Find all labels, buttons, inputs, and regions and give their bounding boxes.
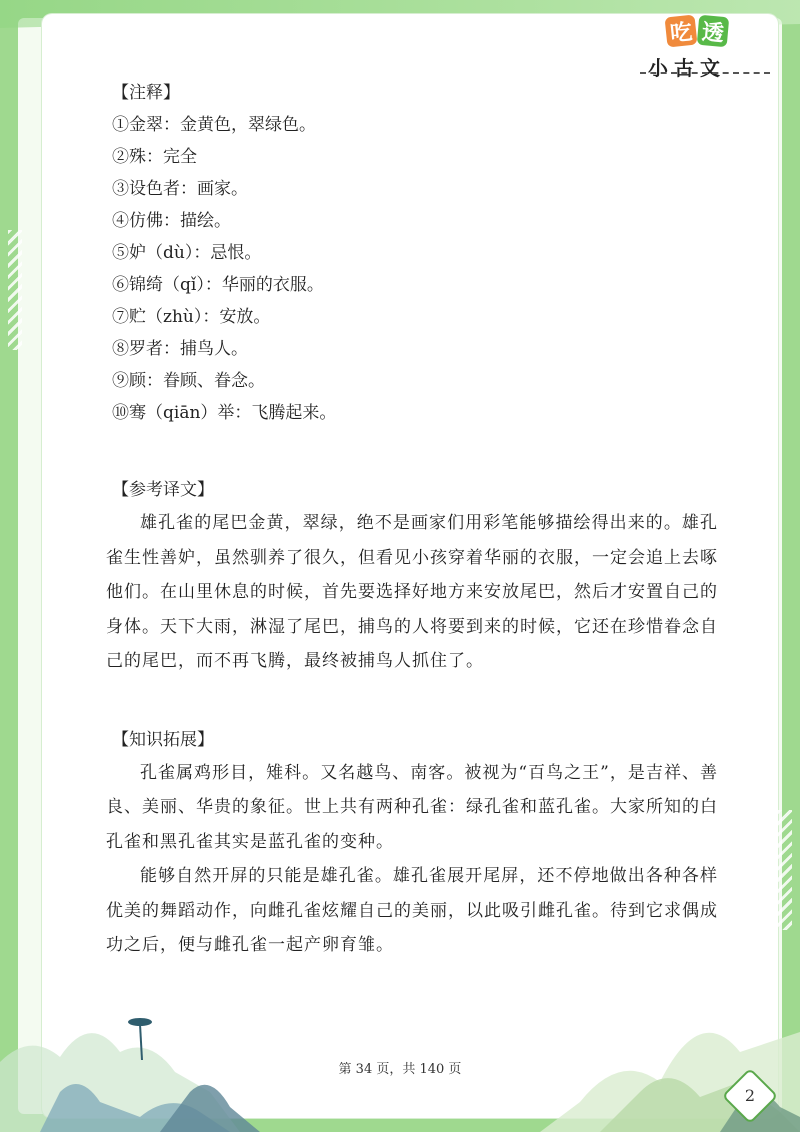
note-item: ⑨顾：眷顾、眷念。 xyxy=(112,371,265,391)
note-item: ⑤妒（dù）：忌恨。 xyxy=(112,243,262,263)
document-body xyxy=(106,78,730,963)
translation-heading: 【参考译文】 xyxy=(112,480,214,500)
note-item: ①金翠：金黄色，翠绿色。 xyxy=(112,115,316,135)
note-item: ⑧罗者：捕鸟人。 xyxy=(112,339,248,359)
logo xyxy=(640,10,770,80)
logo-subtitle: 小古文 xyxy=(648,56,726,80)
right-stripes-decoration xyxy=(778,810,792,930)
knowledge-paragraph: 孔雀属鸡形目，雉科。又名越鸟、南客。被视为“百鸟之王”，是吉祥、善良、美丽、华贵的象征。世上共有两种孔雀：绿孔雀和蓝孔雀。大家所知的白孔雀和黑孔雀其实是蓝孔雀的变种。 xyxy=(106,762,718,852)
notes-heading: 【注释】 xyxy=(112,83,180,103)
note-item: ⑩骞（qiān）举：飞腾起来。 xyxy=(112,403,337,423)
note-item: ②殊：完全 xyxy=(112,147,197,167)
note-item: ⑥锦绮（qǐ）：华丽的衣服。 xyxy=(112,275,324,295)
logo-char-2: 透 xyxy=(697,15,730,48)
left-stripes-decoration xyxy=(8,230,22,350)
note-item: ⑦贮（zhù）：安放。 xyxy=(112,307,271,327)
page-number: 2 xyxy=(744,1086,756,1105)
note-item: ③设色者：画家。 xyxy=(112,179,248,199)
knowledge-paragraph: 能够自然开屏的只能是雄孔雀。雄孔雀展开尾屏，还不停地做出各种各样优美的舞蹈动作，向雌孔雀炫耀自己的美丽，以此吸引雌孔雀。待到它求偶成功之后，便与雌孔雀一起产卵育雏。 xyxy=(106,866,718,955)
page-info: 第 34 页，共 140 页 xyxy=(338,1062,462,1077)
logo-underline xyxy=(640,72,770,74)
translation-paragraph: 雄孔雀的尾巴金黄，翠绿，绝不是画家们用彩笔能够描绘得出来的。雄孔雀生性善妒，虽然驯养了很久，但看见小孩穿着华丽的衣服，一定会追上去啄他们。在山里休息的时候，首先要选择好地方来安放尾巴，然后才安置自己的身体。天下大雨，淋湿了尾巴，捕鸟的人将要到来的时候，它还在珍惜眷念自己的尾巴，而不再飞腾，最终被捕鸟人抓住了。 xyxy=(106,513,718,671)
mountain-landscape-decoration xyxy=(0,942,800,1132)
logo-char-1: 吃 xyxy=(665,15,698,48)
note-item: ④仿佛：描绘。 xyxy=(112,211,231,231)
knowledge-heading: 【知识拓展】 xyxy=(112,729,214,750)
